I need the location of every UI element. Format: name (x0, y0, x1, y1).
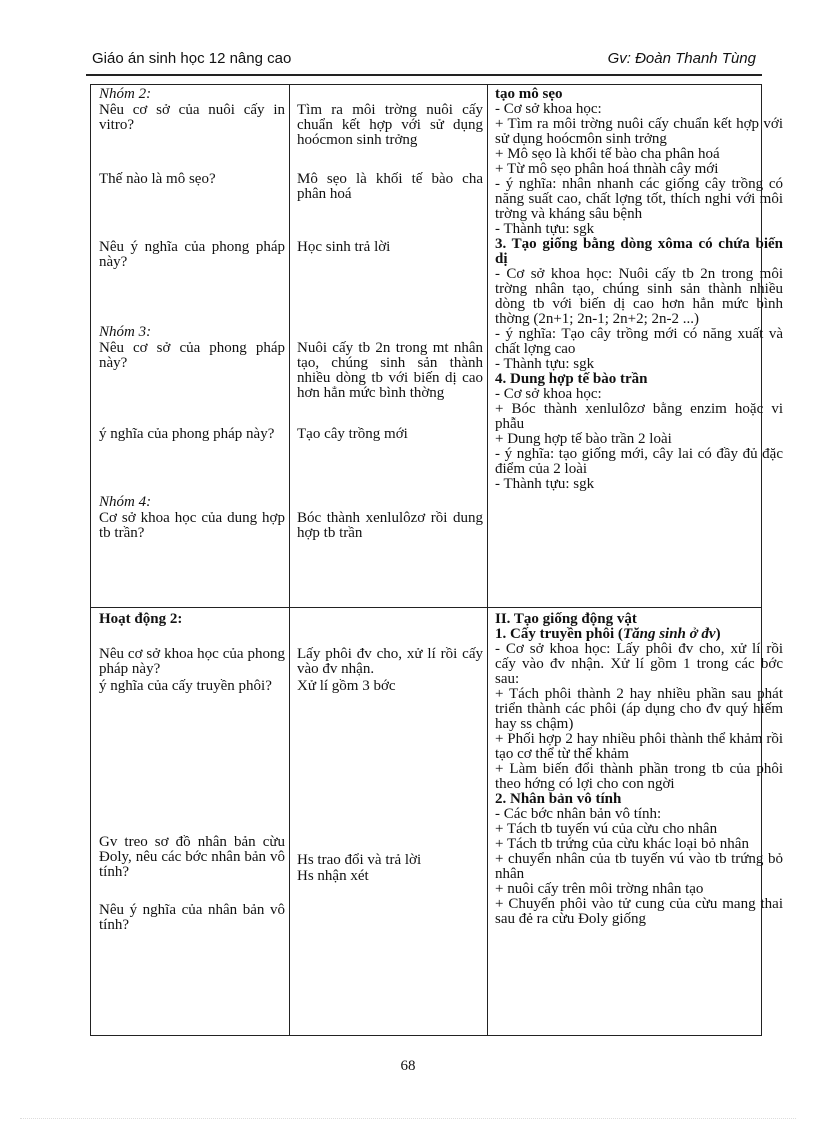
content-cloning-title: 2. Nhân bản vô tính (495, 791, 622, 807)
answer-somatic-basis: Nuôi cấy tb 2n trong mt nhân tạo, chúng sinh sản thành nhiều dòng tb với biến dị cao hơn hẳn mức bình thờng (297, 340, 483, 401)
content-text: - Cơ sở khoa học: (495, 386, 602, 402)
column-divider-1 (289, 85, 290, 1035)
content-callus-title: tạo mô sẹo (495, 86, 563, 102)
page-number: 68 (400, 1058, 416, 1074)
content-section-4-title: 4. Dung hợp tế bào trần (495, 371, 648, 387)
content-text: + Tách tb trứng của cừu khác loại bỏ nhân (495, 836, 749, 852)
activity-2-question-1: Nêu cơ sở khoa học của phong pháp này? (99, 646, 285, 677)
content-text: + Tách tb tuyến vú của cừu cho nhân (495, 821, 718, 837)
group-2-question-3: Nêu ý nghĩa của phong pháp này? (99, 239, 285, 270)
content-text: - ý nghĩa: nhân nhanh các giống cây trồng có năng suất cao, chất lợng tốt, thích nghi với môi trờng và kháng sâu bệnh (495, 176, 783, 222)
content-text: - Cơ sở khoa học: Lấy phôi đv cho, xử lí rồi cấy vào đv nhận. Xử lí gồm 1 trong các bớc sau: (495, 641, 783, 687)
content-text: + Dung hợp tế bào trần 2 loài (495, 431, 672, 447)
answer-comment: Hs nhận xét (297, 868, 369, 884)
content-part-2-title: II. Tạo giống động vật (495, 611, 637, 627)
activity-2-question-4: Nêu ý nghĩa của nhân bản vô tính? (99, 902, 285, 933)
answer-discuss: Hs trao đổi và trả lời (297, 852, 422, 868)
activity-2-title: Hoạt động 2: (99, 611, 183, 627)
content-text: + Tách phôi thành 2 hay nhiều phần sau phát triển thành các phôi (áp dụng cho đv quý hiếm hay ss chậm) (495, 686, 783, 732)
content-section-3-title: 3. Tạo giống bằng dòng xôma có chứa biến dị (495, 236, 783, 267)
header-rule (86, 74, 762, 76)
group-4-question-1: Cơ sở khoa học của dung hợp tb trần? (99, 510, 285, 541)
header-teacher: Gv: Đoàn Thanh Tùng (607, 50, 756, 67)
content-text: - Thành tựu: sgk (495, 221, 595, 237)
content-text: + Chuyển phôi vào tử cung của cừu mang thai sau đẻ ra cừu Đoly giống (495, 896, 783, 927)
content-text: + nuôi cấy trên môi trờng nhân tạo (495, 881, 704, 897)
answer-three-steps: Xử lí gồm 3 bớc (297, 678, 396, 694)
group-3-title: Nhóm 3: (99, 324, 152, 340)
group-4-title: Nhóm 4: (99, 494, 152, 510)
content-text: + Mô sẹo là khối tế bào cha phân hoá (495, 146, 720, 162)
content-text: - ý nghĩa: tạo giống mới, cây lai có đầy đủ đặc điểm của 2 loài (495, 446, 783, 477)
activity-2-question-2: ý nghĩa của cấy truyền phôi? (99, 678, 272, 694)
column-divider-2 (487, 85, 488, 1035)
content-embryo-title: 1. Cấy truyền phôi (Tăng sinh ở đv) (495, 626, 721, 642)
group-3-question-2: ý nghĩa của phong pháp này? (99, 426, 275, 442)
answer-new-crops: Tạo cây trồng mới (297, 426, 408, 442)
answer-student-reply: Học sinh trả lời (297, 239, 391, 255)
content-text: + Tìm ra môi trờng nuôi cấy chuẩn kết hợp với sử dụng hoócmôn sinh trởng (495, 116, 783, 147)
answer-culture-basis: Tìm ra môi trờng nuôi cấy chuẩn kết hợp với sử dụng hoócmon sinh trởng (297, 102, 483, 148)
content-text: + Phối hợp 2 hay nhiều phôi thành thể khảm rồi tạo cơ thể từ thể khảm (495, 731, 783, 762)
group-2-title: Nhóm 2: (99, 86, 152, 102)
footer-dotted-line (20, 1118, 796, 1119)
header-subject: Giáo án sinh học 12 nâng cao (92, 50, 292, 67)
group-3-question-1: Nêu cơ sở của phong pháp này? (99, 340, 285, 371)
group-2-question-2: Thế nào là mô sẹo? (99, 171, 216, 187)
group-2-question-1: Nêu cơ sở của nuôi cấy in vitro? (99, 102, 285, 133)
content-text: - Thành tựu: sgk (495, 356, 595, 372)
activity-2-question-3: Gv treo sơ đồ nhân bản cừu Đoly, nêu các bớc nhân bản vô tính? (99, 834, 285, 880)
content-text: - Cơ sở khoa học: (495, 101, 602, 117)
answer-embryo-transfer: Lấy phôi đv cho, xử lí rồi cấy vào đv nhận. (297, 646, 483, 677)
answer-protoplast: Bóc thành xenlulôzơ rồi dung hợp tb trần (297, 510, 483, 541)
content-text: + Làm biến đổi thành phần trong tb của phôi theo hớng có lợi cho con ngời (495, 761, 783, 792)
content-text: + Từ mô sẹo phân hoá thnàh cây mới (495, 161, 719, 177)
content-text: - Các bớc nhân bản vô tính: (495, 806, 662, 822)
content-text: - Cơ sở khoa học: Nuôi cấy tb 2n trong môi trờng nhân tạo, chúng sinh sản thành nhiều dòng tb với biến dị cao hơn hẳn mức bình thờng (2n+1; 2n-1; 2n+2; 2n-2 ...) (495, 266, 783, 327)
content-text: - ý nghĩa: Tạo cây trồng mới có năng xuất và chất lợng cao (495, 326, 783, 357)
content-lower (495, 612, 783, 927)
row-divider (91, 607, 761, 608)
answer-callus: Mô sẹo là khối tế bào cha phân hoá (297, 171, 483, 202)
lesson-table (90, 84, 783, 1036)
content-text: + chuyển nhân của tb tuyến vú vào tb trứng bỏ nhân (495, 851, 783, 882)
content-text: - Thành tựu: sgk (495, 476, 595, 492)
content-upper (495, 87, 783, 492)
content-text: + Bóc thành xenlulôzơ bằng enzim hoặc vi phẫu (495, 401, 783, 432)
